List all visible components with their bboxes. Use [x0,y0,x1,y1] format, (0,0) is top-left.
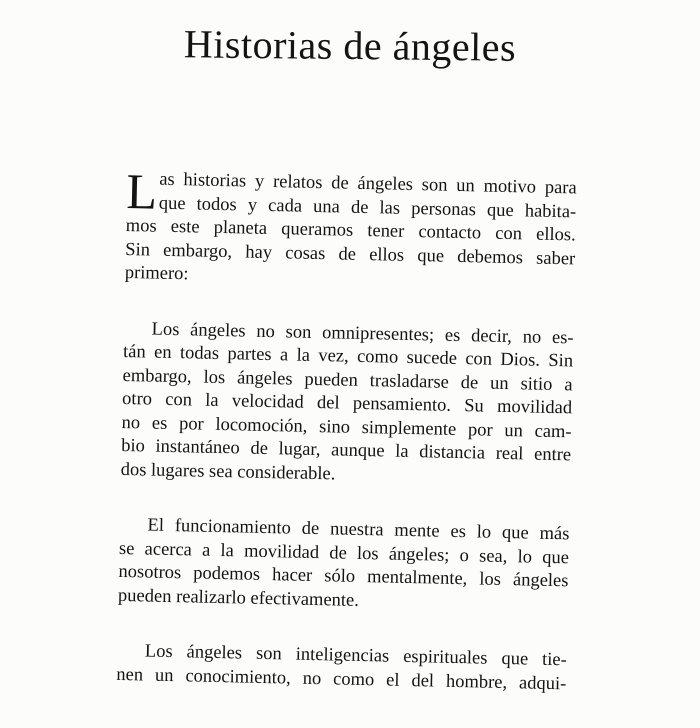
text-line: nosotros podemos hacer sólo mentalmente, los ángeles [118,561,569,592]
text-line: tán en todas partes a la vez, como sucede con Dios. Sin [122,341,574,372]
chapter-title: Historias de ángeles [183,21,517,70]
text-line: as historias y relatos de ángeles son un motivo para [159,169,577,199]
text-line: embargo, los ángeles pueden trasladarse de un sitio a [122,365,573,395]
text-line: otro con la velocidad del pensamiento. Su movilidad [121,388,573,419]
text-line: Sin embargo, hay cosas de ellos que debemos saber [125,239,576,269]
paragraph-2 [120,317,573,491]
text-line: Los ángeles no son omnipresentes; es decir, no es- [151,319,574,348]
text-line: no es por locomoción, sino simplemente por un cam- [121,412,572,442]
body-text [115,163,577,728]
text-line: se acerca a la movilidad de los ángeles; o sea, lo que [118,538,570,568]
paragraph-3 [118,514,570,617]
text-line: El funcionamiento de nuestra mente es lo que más [147,515,570,545]
text-line: primero: [124,262,189,285]
drop-cap: L [125,163,158,220]
text-line: dos lugares sea considerable. [120,459,336,484]
paragraph-4 [116,640,567,696]
paragraph-1 [124,163,577,295]
text-line: que todos y cada una de las personas que habita- [158,193,577,222]
text-line: bio instantáneo de lugar, aunque la distancia real entre [120,435,572,466]
text-line: Los ángeles son inteligencias espirituales que tie- [144,641,567,671]
text-line: mos este planeta queramos tener contacto con ellos. [125,215,576,246]
text-line: nen un conocimiento, no como el del hombre, adqui- [116,664,567,694]
text-line: pueden realizarlo efectivamente. [117,585,360,611]
